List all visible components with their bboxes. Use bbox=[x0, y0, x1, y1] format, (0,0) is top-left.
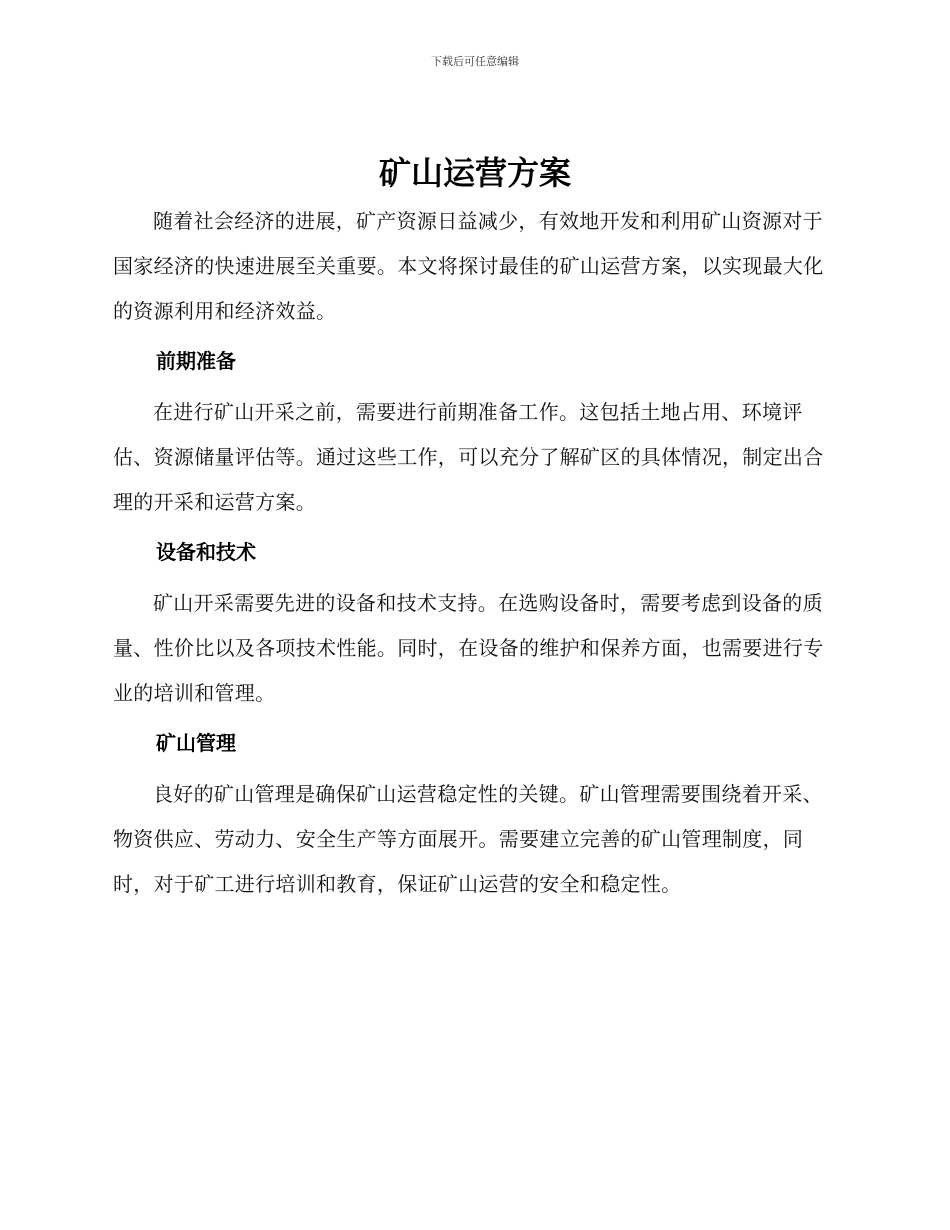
intro-paragraph: 随着社会经济的进展，矿产资源日益减少，有效地开发和利用矿山资源对于国家经济的快速进展至关重要。本文将探讨最佳的矿山运营方案，以实现最大化的资源利用和经济效益。 bbox=[113, 209, 824, 323]
document-title: 矿山运营方案 bbox=[378, 154, 571, 192]
section-heading-management: 矿山管理 bbox=[156, 731, 236, 755]
section-heading-preparation: 前期准备 bbox=[156, 349, 236, 373]
section-body-management: 良好的矿山管理是确保矿山运营稳定性的关键。矿山管理需要围绕着开采、物资供应、劳动力、安全生产等方面展开。需要建立完善的矿山管理制度，同时，对于矿工进行培训和教育，保证矿山运营的安全和稳定性。 bbox=[113, 782, 823, 896]
section-heading-equipment: 设备和技术 bbox=[156, 540, 256, 564]
page-header-note: 下载后可任意编辑 bbox=[431, 55, 519, 68]
document-body bbox=[113, 150, 837, 907]
section-body-equipment: 矿山开采需要先进的设备和技术支持。在选购设备时，需要考虑到设备的质量、性价比以及各项技术性能。同时，在设备的维护和保养方面，也需要进行专业的培训和管理。 bbox=[113, 591, 824, 705]
section-body-preparation: 在进行矿山开采之前，需要进行前期准备工作。这包括土地占用、环境评估、资源储量评估等。通过这些工作，可以充分了解矿区的具体情况，制定出合理的开采和运营方案。 bbox=[113, 400, 824, 514]
